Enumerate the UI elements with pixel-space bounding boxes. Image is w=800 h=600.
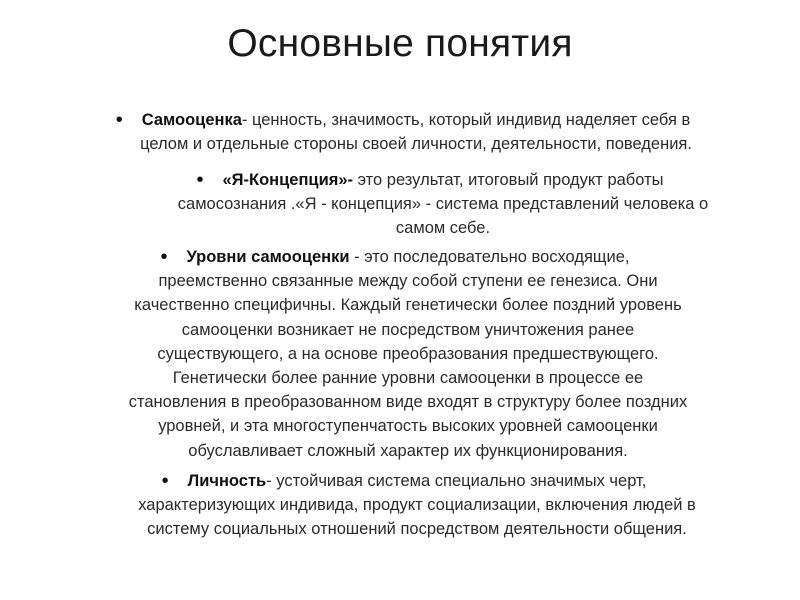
term-label: Личность (187, 472, 267, 490)
slide-title: Основные понятия (227, 22, 573, 65)
definition-line (160, 168, 726, 192)
bullet-icon: • (160, 246, 168, 268)
bullet-icon: • (161, 470, 169, 492)
term-label: Самооценка (141, 111, 242, 129)
definition-line: Генетически более ранние уровни самооценки в процессе ее (172, 369, 644, 388)
definition-line: самом себе. (395, 219, 491, 238)
definition-line: обуславливает сложный характер их функционирования. (188, 441, 628, 460)
definition-line: самосознания .«Я - концепция» - система представлений человека о (177, 195, 709, 214)
definition-lichnost (72, 469, 762, 542)
bullet-icon: • (196, 169, 204, 191)
definition-line: характеризующих индивида, продукт социализации, включения людей в (138, 496, 696, 515)
bullet-icon: • (115, 109, 123, 131)
definition-line: уровней, и эта многоступенчатость высоких уровней самооценки (158, 417, 658, 436)
definition-samootsenka (74, 108, 758, 156)
definition-text: - устойчивая система специально значимых черт, (266, 472, 647, 490)
definition-text: - это последовательно восходящие, (349, 248, 630, 266)
definition-line: систему социальных отношений посредством деятельности общения. (147, 520, 687, 539)
definition-line (78, 245, 738, 269)
definition-line: становления в преобразованном виде входят в структуру более поздних (128, 393, 688, 412)
definition-line: существующего, а на основе преобразования предшествующего. (157, 344, 659, 363)
definition-line: преемственно связанные между собой ступени ее генезиса. Они (158, 272, 658, 291)
definition-line: целом и отдельные стороны своей личности, деятельности, поведения. (140, 135, 692, 154)
definition-line: самооценки возникает не посредством уничтожения ранее (181, 320, 635, 339)
definition-text: это результат, итоговый продукт работы (353, 171, 664, 189)
definition-line (74, 108, 758, 132)
definition-line (72, 469, 762, 493)
definition-line: качественно специфичны. Каждый генетически более поздний уровень (134, 296, 682, 315)
term-label: «Я-Концепция»- (222, 171, 354, 189)
term-label: Уровни самооценки (186, 248, 350, 266)
definition-text: - ценность, значимость, который индивид наделяет себя в (241, 111, 691, 129)
definition-urovni-samootsenki (78, 245, 738, 463)
definition-ya-kontseptsiya (160, 168, 726, 241)
